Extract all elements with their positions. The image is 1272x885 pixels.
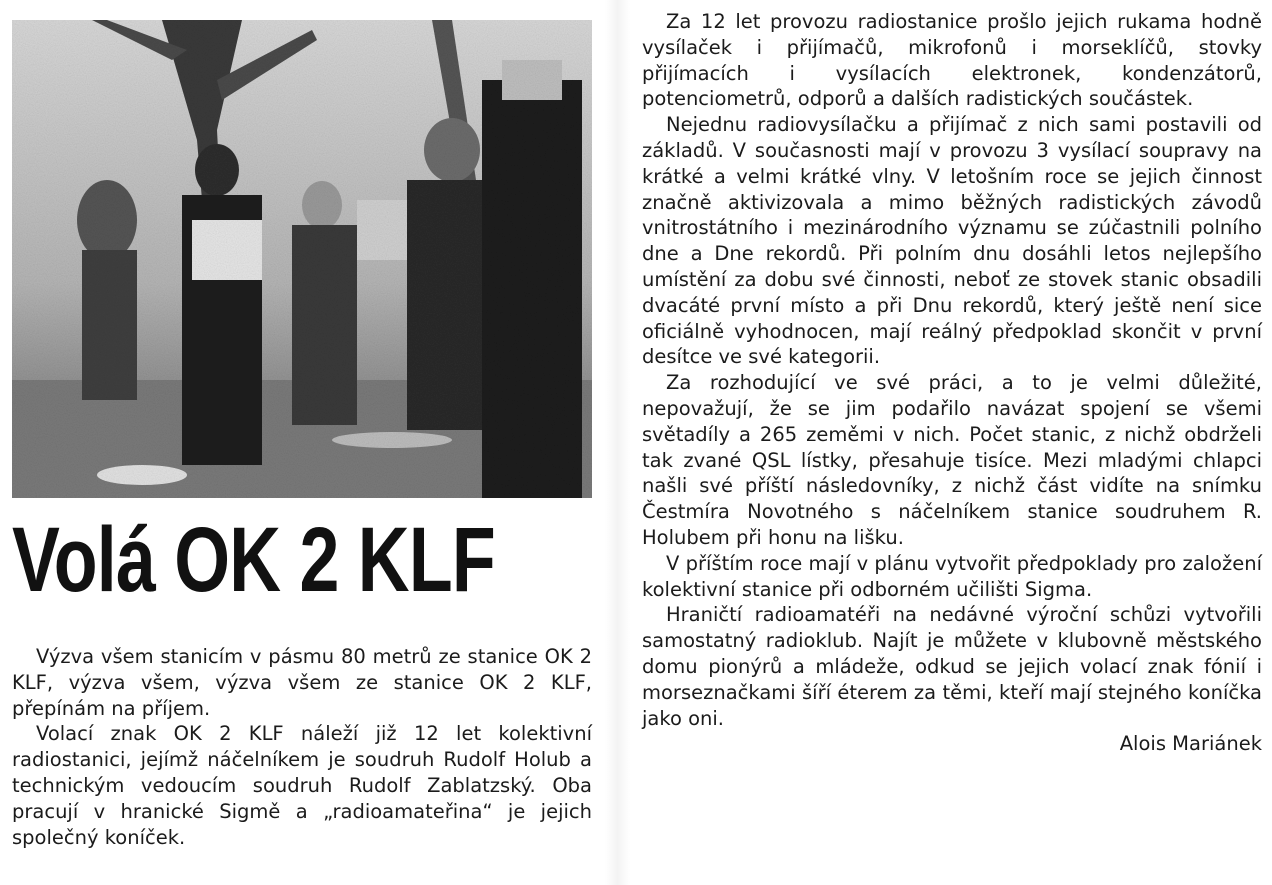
paragraph: Za 12 let provozu radiostanice prošlo jejich rukama hodně vysílaček i přijímačů, mikrofonů i morseklíčů, stovky přijímacích i vysílacích elektronek, kondenzátorů, potenciometrů, odporů a dalších radistických součástek. (642, 10, 1262, 111)
author-signature: Alois Mariánek (1119, 732, 1262, 756)
headline: Volá OK 2 KLF (12, 509, 495, 611)
article-photo (12, 20, 592, 498)
paragraph: Výzva všem stanicím v pásmu 80 metrů ze stanice OK 2 KLF, výzva všem, výzva všem ze stanice OK 2 KLF, přepínám na příjem. (12, 645, 592, 720)
paragraph: V příštím roce mají v plánu vytvořit předpoklady pro založení kolektivní stanice při odborném učilišti Sigma. (642, 551, 1262, 601)
left-column (12, 644, 592, 850)
photo-image (12, 20, 592, 498)
paragraph: Hraničtí radioamatéři na nedávné výroční schůzi vytvořili samostatný radioklub. Najít je můžete v klubovně městského domu pionýrů a mládeže, odkud se jejich volací znak fónií i morseznačkami šíří éterem za těmi, kteří mají stejného koníčka jako oni. (642, 603, 1262, 730)
column-gutter (605, 0, 630, 885)
paragraph: Za rozhodující ve své práci, a to je velmi důležité, nepovažují, že se jim podařilo navázat spojení se všemi světadíly a 265 zeměmi v nich. Počet stanic, z nichž obdrželi tak zvané QSL lístky, přesahuje tisíce. Mezi mladými chlapci našli své příští následovníky, z nichž část vidíte na snímku Čestmíra Novotného s náčelníkem stanice soudruhem R. Holubem při honu na lišku. (642, 371, 1262, 549)
paragraph: Nejednu radiovysílačku a přijímač z nich sami postavili od základů. V současnosti mají v provozu 3 vysílací soupravy na krátké a velmi krátké vlny. V letošním roce se jejich činnost značně aktivizovala a mimo běžných radistických závodů vnitrostátního i mezinárodního významu se zúčastnili polního dne a Dne rekordů. Při polním dnu dosáhli letos nejlepšího umístění za dobu své činnosti, neboť ze stovek stanic obsadili dvacáté první místo a při Dnu rekordů, který ještě není sice oficiálně vyhodnocen, mají reálný předpoklad skončit v první desítce ve své kategorii. (642, 113, 1262, 369)
paragraph: Volací znak OK 2 KLF náleží již 12 let kolektivní radiostanici, jejímž náčelníkem je soudruh Rudolf Holub a technickým vedoucím soudruh Rudolf Zablatzský. Oba pracují v hranické Sigmě a „radioamateřina“ je jejich společný koníček. (12, 722, 592, 849)
right-column (642, 9, 1262, 757)
